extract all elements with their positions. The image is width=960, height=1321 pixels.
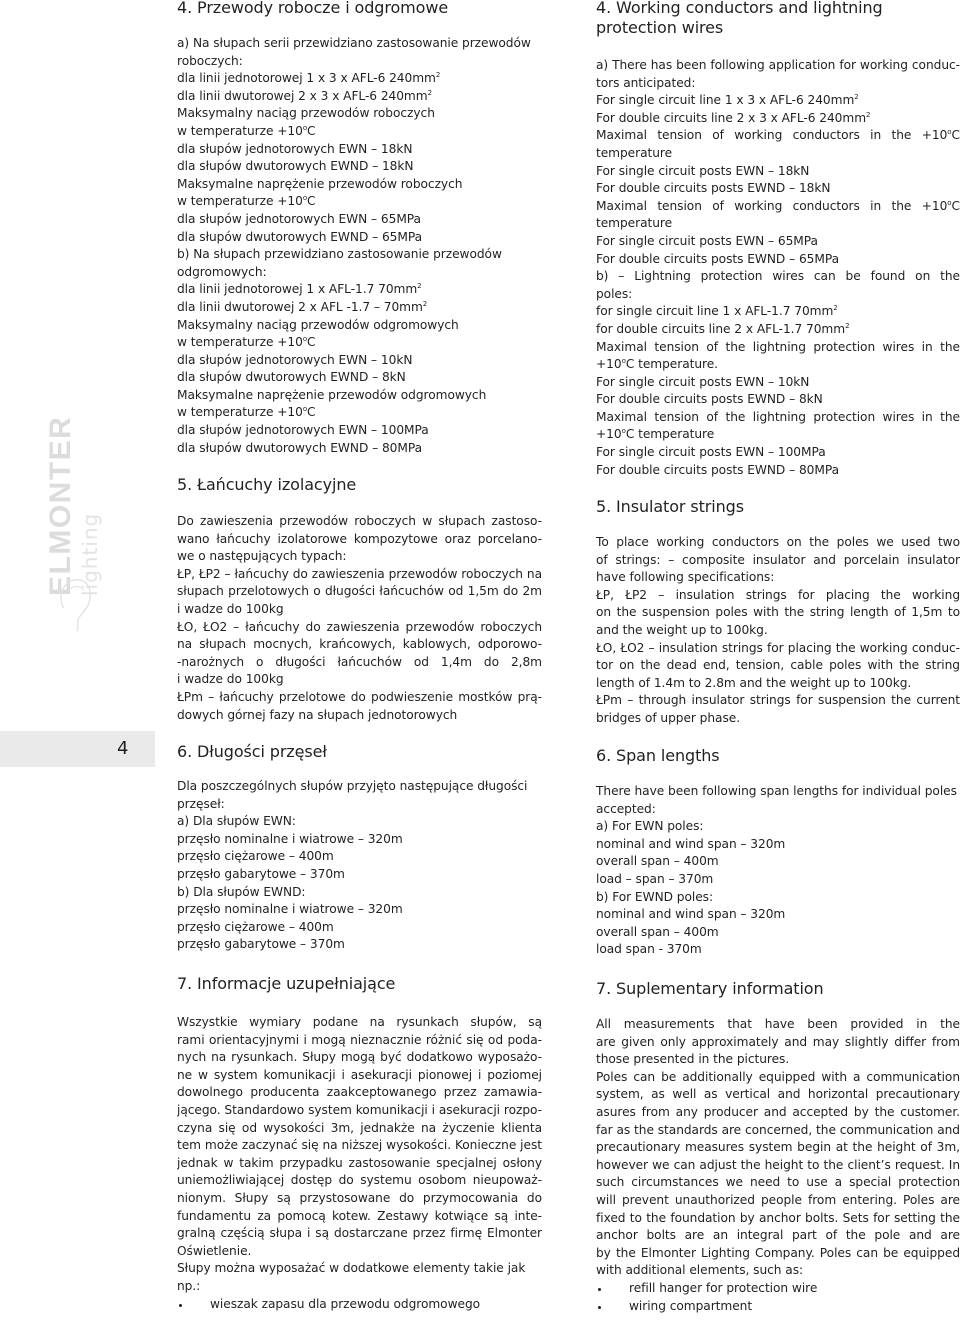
logo-brand: ELMONTER (44, 415, 77, 596)
text-line: ŁO, ŁO2 – insulation strings for placing the working conduc- (596, 640, 960, 655)
text-line: przęsło gabarytowe – 370m (177, 937, 345, 952)
text-line: np.: (177, 1278, 201, 1293)
text-line: dla słupów jednotorowych EWN – 18kN (177, 141, 413, 156)
text-line: length of 1.4m to 2.8m and the weight up to 100kg. (596, 675, 912, 690)
text-line: ŁP, ŁP2 – łańcuchy do zawieszenia przewodów roboczych na (177, 566, 542, 581)
text-line: Dla poszczególnych słupów przyjęto następujące długości (177, 779, 528, 793)
logo-subtitle: lighting (78, 512, 102, 596)
text-line: a) There has been following application for working conduc- (596, 58, 960, 72)
text-line: load – span – 370m (596, 871, 714, 886)
text-line: system, as well as vertical and horizontal precautionary (596, 1087, 960, 1102)
sidebar (0, 0, 155, 1321)
text-line: dla słupów dwutorowych EWND – 8kN (177, 370, 406, 385)
text-line: przęsło gabarytowe – 370m (177, 866, 345, 881)
section-7-title-en: 7. Suplementary information (596, 979, 824, 998)
text-line: we o następujących typach: (177, 549, 347, 564)
text-line: ŁO, ŁO2 – łańcuchy do zawieszenia przewodów roboczych (177, 619, 542, 634)
text-line: słupach przelotowych o długości łańcuchów od 1,5m do 2m (177, 584, 542, 599)
text-line: accepted: (596, 801, 656, 816)
text-line: wano łańcuchy izolatorowe kompozytowe oraz porcelano- (177, 531, 542, 546)
text-line: b) For EWND poles: (596, 889, 714, 904)
text-line: are given only approximately and may slightly differ from (596, 1034, 960, 1049)
text-line: however we can adjust the height to the client’s request. In (596, 1157, 960, 1172)
text-line: ŁPm – łańcuchy przelotowe do podwieszenie mostków prą- (177, 689, 542, 704)
text-line: Maximal tension of the lightning protection wires in the (596, 339, 960, 354)
text-line: ŁP, ŁP2 – insulation strings for placing the working (596, 587, 960, 602)
text-line: For single circuit posts EWN – 18kN (596, 163, 810, 178)
text-line: przęsło ciężarowe – 400m (177, 849, 334, 864)
section-4-body-pl (177, 35, 542, 457)
text-line: refill hanger for protection wire (596, 1280, 960, 1298)
text-line: Maksymalny naciąg przewodów odgromowych (177, 317, 459, 332)
text-line: w temperaturze $+10^oC$ (177, 405, 316, 420)
text-line: for single circuit line 1 x AFL-1.7 $70mm^2$ (596, 304, 838, 319)
text-line: asures from any producer and accepted by the customer. (596, 1104, 960, 1119)
text-line: -narożnych o długości łańcuchów od 1,4m do 2,8m (177, 654, 542, 669)
text-line: Maximal tension of working conductors in the $+10^oC$ (596, 128, 960, 143)
text-line: wiring compartment (596, 1298, 960, 1316)
text-line: For double circuits line 2 x 3 x AFL-6 $240mm^2$ (596, 110, 871, 125)
text-line: precautionary measures system begin at the height of 3m, (596, 1140, 960, 1155)
text-line: anchor bolts are an integral part of the pole and are (596, 1228, 960, 1243)
text-line: For double circuits posts EWND – 80MPa (596, 462, 840, 477)
section-5-body-pl (177, 513, 542, 724)
text-line: przęsło nominalne i wiatrowe – 320m (177, 902, 403, 917)
text-line: Maximal tension of the lightning protection wires in the (596, 409, 960, 424)
text-line: tem może zaczynać się na niższej wysokości. Konieczne jest (177, 1138, 542, 1153)
text-line: There have been following span lengths for individual poles (596, 784, 957, 798)
text-line: przęseł: (177, 796, 225, 811)
text-line: overall span – 400m (596, 924, 719, 939)
text-line: of strings: – composite insulator and porcelain insulator (596, 552, 960, 567)
text-line: dowolnego producenta zaakceptowanego przez zamawia- (177, 1085, 542, 1100)
text-line: nych na rysunkach. Słupy mogą być dodatkowo wyposażo- (177, 1050, 542, 1065)
text-line: load span - 370m (596, 942, 702, 957)
text-line: dla słupów dwutorowych EWND – 80MPa (177, 440, 423, 455)
text-line: Poles can be additionally equipped with a communication (596, 1069, 960, 1084)
text-line: rami orientacyjnymi i mogą nieznacznie różnić się od poda- (177, 1032, 542, 1047)
section-4-title-en: 4. Working conductors and lightning protection wires (596, 0, 883, 37)
text-line: dla słupów jednotorowych EWN – 100MPa (177, 423, 429, 438)
text-line: w temperaturze $+10^oC$ (177, 123, 316, 138)
text-line: Maksymalne naprężenie przewodów odgromowych (177, 387, 487, 402)
text-line: dla linii jednotorowej 1 x AFL-1.7 $70mm^2$ (177, 282, 422, 297)
text-line: $+10^oC$ temperature (596, 427, 715, 442)
section-6-body-en (596, 783, 960, 959)
text-line: uniemożliwiającej dostęp do systemu osobom nieupoważ- (177, 1173, 542, 1188)
section-7-title-pl: 7. Informacje uzupełniające (177, 974, 396, 993)
text-line: have following specifications: (596, 570, 775, 585)
text-line: czyna się od wysokości 3m, jednakże na życzenie klienta (177, 1120, 542, 1135)
text-line: a) Dla słupów EWN: (177, 814, 296, 829)
section-5-body-en (596, 534, 960, 728)
text-line: b) – Lightning protection wires can be found on the (596, 269, 960, 284)
text-line: nominal and wind span – 320m (596, 907, 786, 922)
text-line: b) Dla słupów EWND: (177, 884, 306, 899)
text-line: For single circuit posts EWN – 10kN (596, 374, 810, 389)
text-line: dla słupów jednotorowych EWN – 10kN (177, 352, 413, 367)
text-line: on the suspension poles with the string length of 1,5m to (596, 605, 960, 620)
text-line: Wszystkie wymiary podane na rysunkach słupów, są (177, 1015, 542, 1029)
text-line: and the weight up to 100kg. (596, 622, 768, 637)
text-line: przęsło ciężarowe – 400m (177, 919, 334, 934)
text-line: b) Na słupach przewidziano zastosowanie przewodów (177, 247, 502, 262)
text-line: tors anticipated: (596, 75, 696, 90)
text-line: przęsło nominalne i wiatrowe – 320m (177, 831, 403, 846)
section-7-body-en (596, 1016, 960, 1315)
text-line: For double circuits posts EWND – 65MPa (596, 251, 840, 266)
text-line: dla słupów jednotorowych EWN – 65MPa (177, 211, 421, 226)
text-line: dla linii dwutorowej 2 x 3 x AFL-6 $240mm^2$ (177, 88, 432, 103)
text-line: dla słupów dwutorowych EWND – 18kN (177, 159, 414, 174)
text-line: Maksymalny naciąg przewodów roboczych (177, 106, 435, 121)
text-line: For double circuits posts EWND – 8kN (596, 392, 823, 407)
text-line: roboczych: (177, 53, 243, 68)
elephant-logo-icon (38, 545, 108, 665)
section-5-title-pl: 5. Łańcuchy izolacyjne (177, 475, 357, 494)
text-line: To place working conductors on the poles we used two (596, 535, 960, 549)
text-line: by the Elmonter Lighting Company. Poles can be equipped (596, 1245, 960, 1260)
section-6-body-pl (177, 778, 542, 954)
page-number: 4 (117, 738, 129, 759)
section-4-title-pl: 4. Przewody robocze i odgromowe (177, 0, 449, 17)
text-line: Słupy można wyposażać w dodatkowe elementy takie jak (177, 1261, 526, 1276)
text-line: ne w system komunikacji i asekuracji pionowej i poziomej (177, 1067, 542, 1082)
section-7-body-pl (177, 1014, 542, 1313)
page-number-tab (0, 731, 155, 767)
text-line: fixed to the foundation by anchor bolts. Sets for setting the (596, 1210, 960, 1225)
text-line: jednak w takim przypadku zastosowanie specjalnej osłony (177, 1155, 542, 1170)
section-6-title-en: 6. Span lengths (596, 746, 720, 765)
text-line: $+10^oC$ temperature. (596, 357, 718, 372)
text-line: For single circuit posts EWN – 100MPa (596, 445, 826, 460)
text-line: such circumstances we need to use a special protection (596, 1175, 960, 1190)
text-line: Oświetlenie. (177, 1243, 252, 1258)
text-line: those presented in the pictures. (596, 1052, 790, 1067)
text-line: For single circuit posts EWN – 65MPa (596, 233, 818, 248)
text-line: dla linii dwutorowej 2 x AFL $-1.7 - 70mm^2$ (177, 299, 428, 314)
section-6-title-pl: 6. Długości przęseł (177, 742, 327, 761)
text-line: tor on the dead end, tension, cable poles with the string (596, 658, 960, 673)
text-line: w temperaturze $+10^oC$ (177, 194, 316, 209)
text-line: dowych górnej fazy na słupach jednotorowych (177, 707, 458, 722)
text-line: far as the standards are concerned, the communication and (596, 1122, 960, 1137)
text-line: dla linii jednotorowej 1 x 3 x AFL-6 $240mm^2$ (177, 71, 441, 86)
text-line: i wadze do 100kg (177, 601, 284, 616)
text-line: a) Na słupach serii przewidziano zastosowanie przewodów (177, 36, 531, 50)
section-4-body-en (596, 57, 960, 479)
text-line: a) For EWN poles: (596, 819, 704, 834)
text-line: gralną częścią słupa i są dostarczane przez firmę Elmonter (177, 1226, 542, 1241)
section-5-title-en: 5. Insulator strings (596, 497, 744, 516)
text-line: na słupach mocnych, krańcowych, kablowych, odporowo- (177, 637, 542, 652)
text-line: will prevent unauthorized people from entering. Poles are (596, 1192, 960, 1207)
text-line: Do zawieszenia przewodów roboczych w słupach zastoso- (177, 514, 542, 528)
text-line: temperature (596, 216, 673, 231)
text-line: with additional elements, such as: (596, 1263, 804, 1278)
text-line: Maximal tension of working conductors in the $+10^oC$ (596, 198, 960, 213)
text-line: w temperaturze $+10^oC$ (177, 335, 316, 350)
text-line: ŁPm – through insulator strings for suspension the current (596, 693, 960, 708)
text-line: dla słupów dwutorowych EWND – 65MPa (177, 229, 423, 244)
text-line: nionym. Słupy są przystosowane do przymocowania do (177, 1190, 542, 1205)
text-line: wieszak zapasu dla przewodu odgromowego (177, 1296, 542, 1314)
text-line: odgromowych: (177, 264, 267, 279)
text-line: All measurements that have been provided in the (596, 1017, 960, 1031)
text-line: jącego. Standardowo system komunikacji i asekuracji rozpo- (177, 1102, 542, 1117)
text-line: For double circuits posts EWND – 18kN (596, 181, 831, 196)
text-line: For single circuit line 1 x 3 x AFL-6 $240mm^2$ (596, 93, 859, 108)
text-line: poles: (596, 286, 633, 301)
text-line: temperature (596, 145, 673, 160)
text-line: nominal and wind span – 320m (596, 836, 786, 851)
text-line: Maksymalne naprężenie przewodów roboczych (177, 176, 463, 191)
text-line: fundamentu za pomocą kotew. Zestawy kotwiące są inte- (177, 1208, 542, 1223)
text-line: i wadze do 100kg (177, 672, 284, 687)
text-line: for double circuits line 2 x AFL-1.7 $70mm^2$ (596, 321, 850, 336)
text-line: bridges of upper phase. (596, 710, 741, 725)
text-line: overall span – 400m (596, 854, 719, 869)
